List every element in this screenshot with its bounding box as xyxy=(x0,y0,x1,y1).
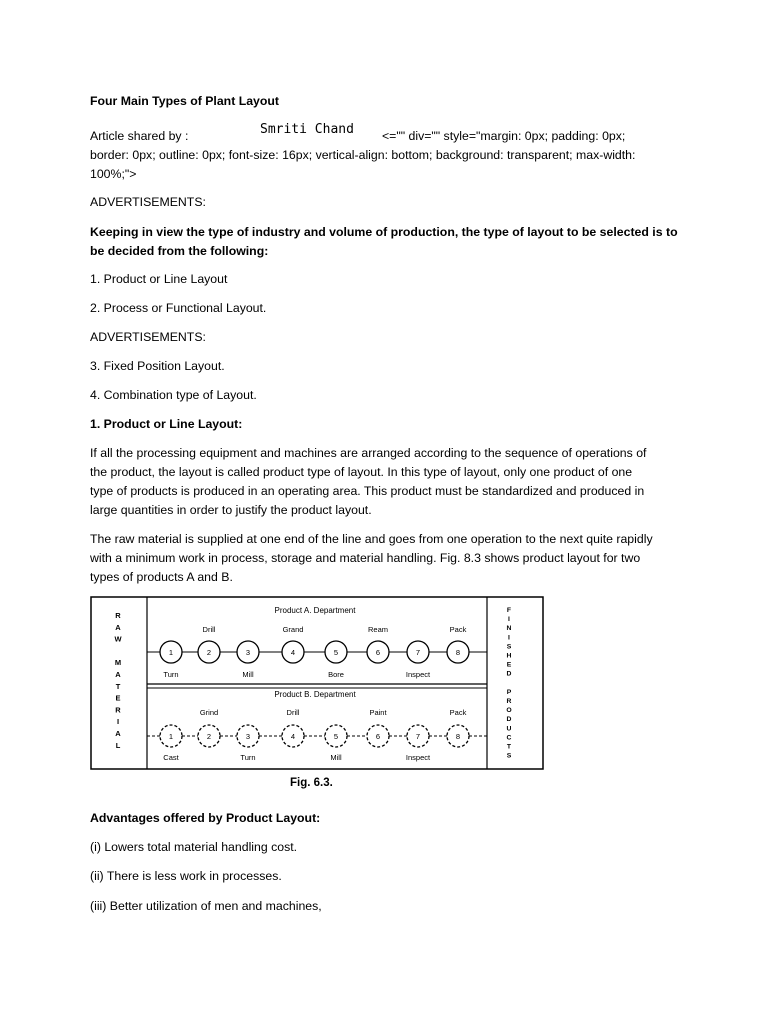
intro-paragraph: be decided from the following: xyxy=(90,244,269,258)
finished-products-letter: D xyxy=(506,670,512,678)
finished-products-letter: F xyxy=(506,607,512,614)
operation-label: Cast xyxy=(163,753,179,762)
list-item: (i) Lowers total material handling cost. xyxy=(90,840,298,854)
advertisements-label: ADVERTISEMENTS: xyxy=(90,330,206,344)
advertisements-label: ADVERTISEMENTS: xyxy=(90,195,206,209)
operation-label: Grand xyxy=(282,625,304,634)
operation-label: Pack xyxy=(449,625,467,634)
stray-markup-text: <="" div="" style="margin: 0px; padding: 0px; xyxy=(382,129,626,143)
operation-label: Ream xyxy=(367,625,389,634)
operation-label: Paint xyxy=(369,708,387,717)
operation-label: Turn xyxy=(240,753,256,762)
paragraph-line: large quantities in order to justify the product layout. xyxy=(90,503,372,517)
raw-material-letter: R xyxy=(115,705,121,715)
operation-number: 1 xyxy=(168,648,174,657)
operation-label: Bore xyxy=(328,670,344,679)
operation-label: Mill xyxy=(242,670,254,679)
raw-material-label xyxy=(114,611,122,750)
dept-a-flow xyxy=(147,625,487,679)
finished-products-letter: D xyxy=(506,716,512,724)
dept-b-flow xyxy=(147,708,487,762)
advantages-heading: Advantages offered by Product Layout: xyxy=(90,811,321,825)
operation-number: 8 xyxy=(455,648,461,657)
list-item: 1. Product or Line Layout xyxy=(90,272,228,286)
operation-label: Inspect xyxy=(405,753,431,762)
raw-material-letter: A xyxy=(115,670,121,679)
raw-material-letter: A xyxy=(115,622,121,632)
stray-markup-text: border: 0px; outline: 0px; font-size: 16px; vertical-align: bottom; background: transparent; max-width: xyxy=(90,148,636,162)
list-item: 3. Fixed Position Layout. xyxy=(90,359,225,373)
operation-number: 5 xyxy=(333,648,339,657)
page-title: Four Main Types of Plant Layout xyxy=(90,94,280,108)
paragraph-line: the product, the layout is called product type of layout. In this type of layout, only one product of one xyxy=(90,465,633,479)
operation-number: 8 xyxy=(455,732,461,741)
operation-number: 2 xyxy=(206,648,212,657)
operation-number: 3 xyxy=(245,732,251,741)
operation-label: Grind xyxy=(199,708,219,717)
finished-products-letter: O xyxy=(506,707,512,715)
list-item: 2. Process or Functional Layout. xyxy=(90,301,267,315)
section-heading: 1. Product or Line Layout: xyxy=(90,417,243,431)
paragraph-line: If all the processing equipment and machines are arranged according to the sequence of operations of xyxy=(90,446,647,460)
operation-number: 7 xyxy=(415,732,421,741)
raw-material-letter: A xyxy=(115,729,121,738)
author-name: Smriti Chand xyxy=(260,122,354,137)
operation-number: 4 xyxy=(290,732,296,741)
finished-products-letter: I xyxy=(508,634,510,642)
operation-number: 6 xyxy=(375,732,381,741)
operation-label: Pack xyxy=(449,708,467,717)
stray-markup-text: 100%;"> xyxy=(90,167,137,181)
dept-a-title: Product A. Department xyxy=(274,606,356,615)
paragraph-line: type of products is produced in an operating area. This product must be standardized and produced in xyxy=(90,484,645,498)
operation-number: 6 xyxy=(375,648,381,657)
operation-number: 4 xyxy=(290,648,296,657)
finished-products-letter: U xyxy=(506,725,512,733)
product-layout-diagram xyxy=(90,596,545,771)
finished-products-letter: S xyxy=(506,643,512,651)
operation-number: 5 xyxy=(333,732,339,741)
dept-b-title: Product B. Department xyxy=(274,690,356,699)
raw-material-letter: M xyxy=(114,658,122,668)
finished-products-letter: T xyxy=(506,743,512,751)
raw-material-letter: W xyxy=(114,634,122,644)
operation-number: 3 xyxy=(245,648,251,657)
raw-material-letter: E xyxy=(115,693,121,703)
operation-label: Turn xyxy=(163,670,179,679)
finished-products-letter: P xyxy=(506,688,512,696)
raw-material-letter: L xyxy=(115,740,121,750)
paragraph-line: types of products A and B. xyxy=(90,570,233,584)
list-item: 4. Combination type of Layout. xyxy=(90,388,257,402)
paragraph-line: The raw material is supplied at one end of the line and goes from one operation to the next quite rapidly xyxy=(90,532,653,546)
operation-number: 1 xyxy=(168,732,174,741)
raw-material-letter: T xyxy=(115,681,121,691)
paragraph-line: with a minimum work in process, storage and material handling. Fig. 8.3 shows product layout for two xyxy=(90,551,641,565)
operation-label: Inspect xyxy=(405,670,431,679)
operation-number: 7 xyxy=(415,648,421,657)
finished-products-label xyxy=(506,607,512,760)
raw-material-letter: R xyxy=(115,611,121,620)
finished-products-letter: N xyxy=(506,625,512,633)
finished-products-letter: E xyxy=(506,661,512,669)
operation-label: Drill xyxy=(286,708,300,717)
article-shared-by-label: Article shared by : xyxy=(90,129,189,143)
operation-label: Drill xyxy=(202,625,216,634)
finished-products-letter: C xyxy=(506,734,512,742)
list-item: (ii) There is less work in processes. xyxy=(90,869,282,883)
operation-label: Mill xyxy=(330,753,342,762)
raw-material-letter: I xyxy=(116,717,120,727)
finished-products-letter: H xyxy=(506,652,512,660)
finished-products-letter: S xyxy=(506,752,512,760)
finished-products-letter: I xyxy=(508,616,510,624)
figure-border xyxy=(91,597,543,769)
intro-paragraph: Keeping in view the type of industry and volume of production, the type of layout to be selected is to xyxy=(90,225,678,239)
list-item: (iii) Better utilization of men and machines, xyxy=(90,899,322,913)
finished-products-letter: R xyxy=(506,698,512,705)
figure-caption: Fig. 6.3. xyxy=(290,777,333,789)
operation-number: 2 xyxy=(206,732,212,741)
